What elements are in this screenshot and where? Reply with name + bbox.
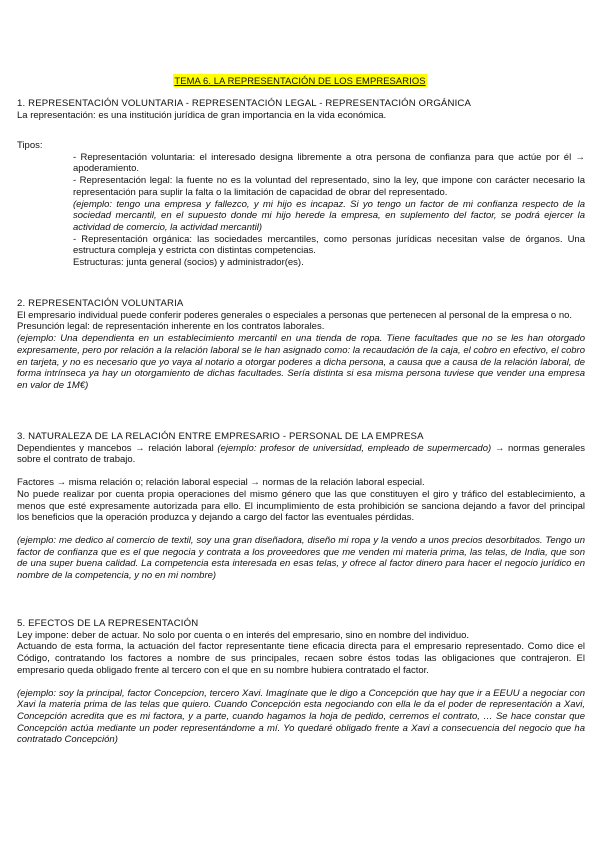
section-2-example: (ejemplo: Una dependienta en un establecimiento mercantil en una tienda de ropa. Tiene facultades que no se les han otorgado expresamente, pero por relación a la relación laboral se le han asignado como: la recaudación de la caja, el cobro en efectivo, el cobro en tarjeta, y no es necesario que yo vaya al notario a otorgar poderes a dicha persona, a causa que a causa de la relación laboral, de forma intrínseca ya hay un otorgamiento de dichas facultades. Sería distinta si esa misma persona tuviese que vender una empresa en valor de 1M€) [17, 333, 585, 391]
title-container [0, 71, 600, 89]
section-2-paragraph-1: El empresario individual puede conferir poderes generales o especiales a personas que pertenecen al personal de la empresa o no. [17, 309, 573, 321]
estructuras-text: Estructuras: junta general (socios) y administrador(es). [73, 257, 304, 269]
dependientes-norms: → normas generales sobre el contrato de trabajo. [17, 442, 586, 466]
section-5-paragraph-2: Actuando de esta forma, la actuación del factor representante tiene eficacia directa para el empresario representado. Como dice el Código, contratando los factores a nombre de sus principales, recaen sobre éstos todas las obligaciones que contrajeron. El empresario queda obligado frente al tercero con el que en su nombre hubiera contratado el factor. [17, 641, 585, 676]
section-3-paragraph-1 [17, 443, 585, 466]
section-2 [17, 298, 585, 392]
spacer [17, 524, 585, 535]
dependientes-text: Dependientes y mancebos → relación laboral [17, 442, 214, 454]
section-3-example: (ejemplo: me dedico al comercio de textil, soy una gran diseñadora, diseño mi ropa y la vendo a unos precios desorbitados. Tengo un factor de confianza que es el que negocia y contrata a los proveedores que me venden mi materia prima, las telas, de India, que son de una super buena calidad. La competencia esta interesada en esas telas, y ofrece al factor dinero para hacer el negocio jurídico en nombre de la competencia, y no en mi nombre) [17, 534, 585, 582]
section-2-paragraph-2: Presunción legal: de representación inherente en los contratos laborales. [17, 321, 325, 333]
tipo-organica: - Representación orgánica: las sociedades mercantiles, como personas jurídicas necesitan valse de órganos. Una estructura compleja y estricta con distintas competencias. [73, 233, 585, 257]
tipos-block [17, 140, 585, 269]
section-5-heading: 5. EFECTOS DE LA REPRESENTACIÓN [17, 618, 199, 629]
tipo-legal: - Representación legal: la fuente no es la voluntad del representado, sino la ley, que impone con carácter necesario la representación para suplir la falta o la limitación de capacidad de obrar del representado. [73, 175, 585, 198]
document-title: TEMA 6. LA REPRESENTACIÓN DE LOS EMPRESARIOS [174, 75, 426, 86]
tipos-list [17, 152, 585, 269]
dependientes-example: (ejemplo: profesor de universidad, empleado de supermercado) [217, 442, 492, 454]
tipos-label: Tipos: [17, 140, 43, 151]
tipo-voluntaria: - Representación voluntaria: el interesado designa libremente a otra persona de confianza para que actúe por él → apoderamiento. [73, 151, 585, 175]
spacer [17, 466, 585, 477]
spacer [17, 677, 585, 688]
section-3 [17, 431, 585, 582]
section-1 [17, 98, 585, 121]
section-5-paragraph-1: Ley impone: deber de actuar. No solo por cuenta o en interés del empresario, sino en nombre del individuo. [17, 629, 470, 641]
section-2-heading: 2. REPRESENTACIÓN VOLUNTARIA [17, 298, 184, 309]
section-3-paragraph-2: Factores → misma relación o; relación laboral especial → normas de la relación laboral especial. [17, 477, 425, 489]
tipo-legal-example: (ejemplo: tengo una empresa y fallezco, y mi hijo es incapaz. Si yo tengo un factor de mi confianza respecto de la sociedad mercantil, en el supuesto donde mi hijo herede la empresa, en suplemento del factor, se podrá ejercer la actividad de comercio, la actividad mercantil) [73, 198, 585, 233]
section-5 [17, 618, 585, 746]
section-3-heading: 3. NATURALEZA DE LA RELACIÓN ENTRE EMPRESARIO - PERSONAL DE LA EMPRESA [17, 431, 424, 442]
section-1-heading: 1. REPRESENTACIÓN VOLUNTARIA - REPRESENTACIÓN LEGAL - REPRESENTACIÓN ORGÁNICA [17, 98, 472, 109]
section-1-intro: La representación: es una institución jurídica de gran importancia en la vida económica. [17, 109, 387, 121]
section-3-paragraph-3: No puede realizar por cuenta propia operaciones del mismo género que las que constituyen el giro y tráfico del establecimiento, a menos que esté expresamente autorizada para ello. El incumplimiento de esta prohibición se sanciona dejando a favor del principal los beneficios que la operación produzca y dejando a cargo del factor las eventuales pérdidas. [17, 488, 585, 524]
section-5-example: (ejemplo: soy la principal, factor Concepcion, tercero Xavi. Imagínate que le digo a Concepción que hay que ir a EEUU a negociar con Xavi la materia prima de las telas que quiero. Cuando Concepción esta negociando con ella le da el poder de representación a Xavi, Concepción acredita que es mi factora, y a parte, cuando hagamos la hoja de pedido, cerremos el contrato, … Se hace constar que Concepción actúa mediante un poder representándome a mí. Yo quedaré obligado frente a Xavi a consecuencia del negocio que ha contratado Concepción) [17, 687, 585, 746]
